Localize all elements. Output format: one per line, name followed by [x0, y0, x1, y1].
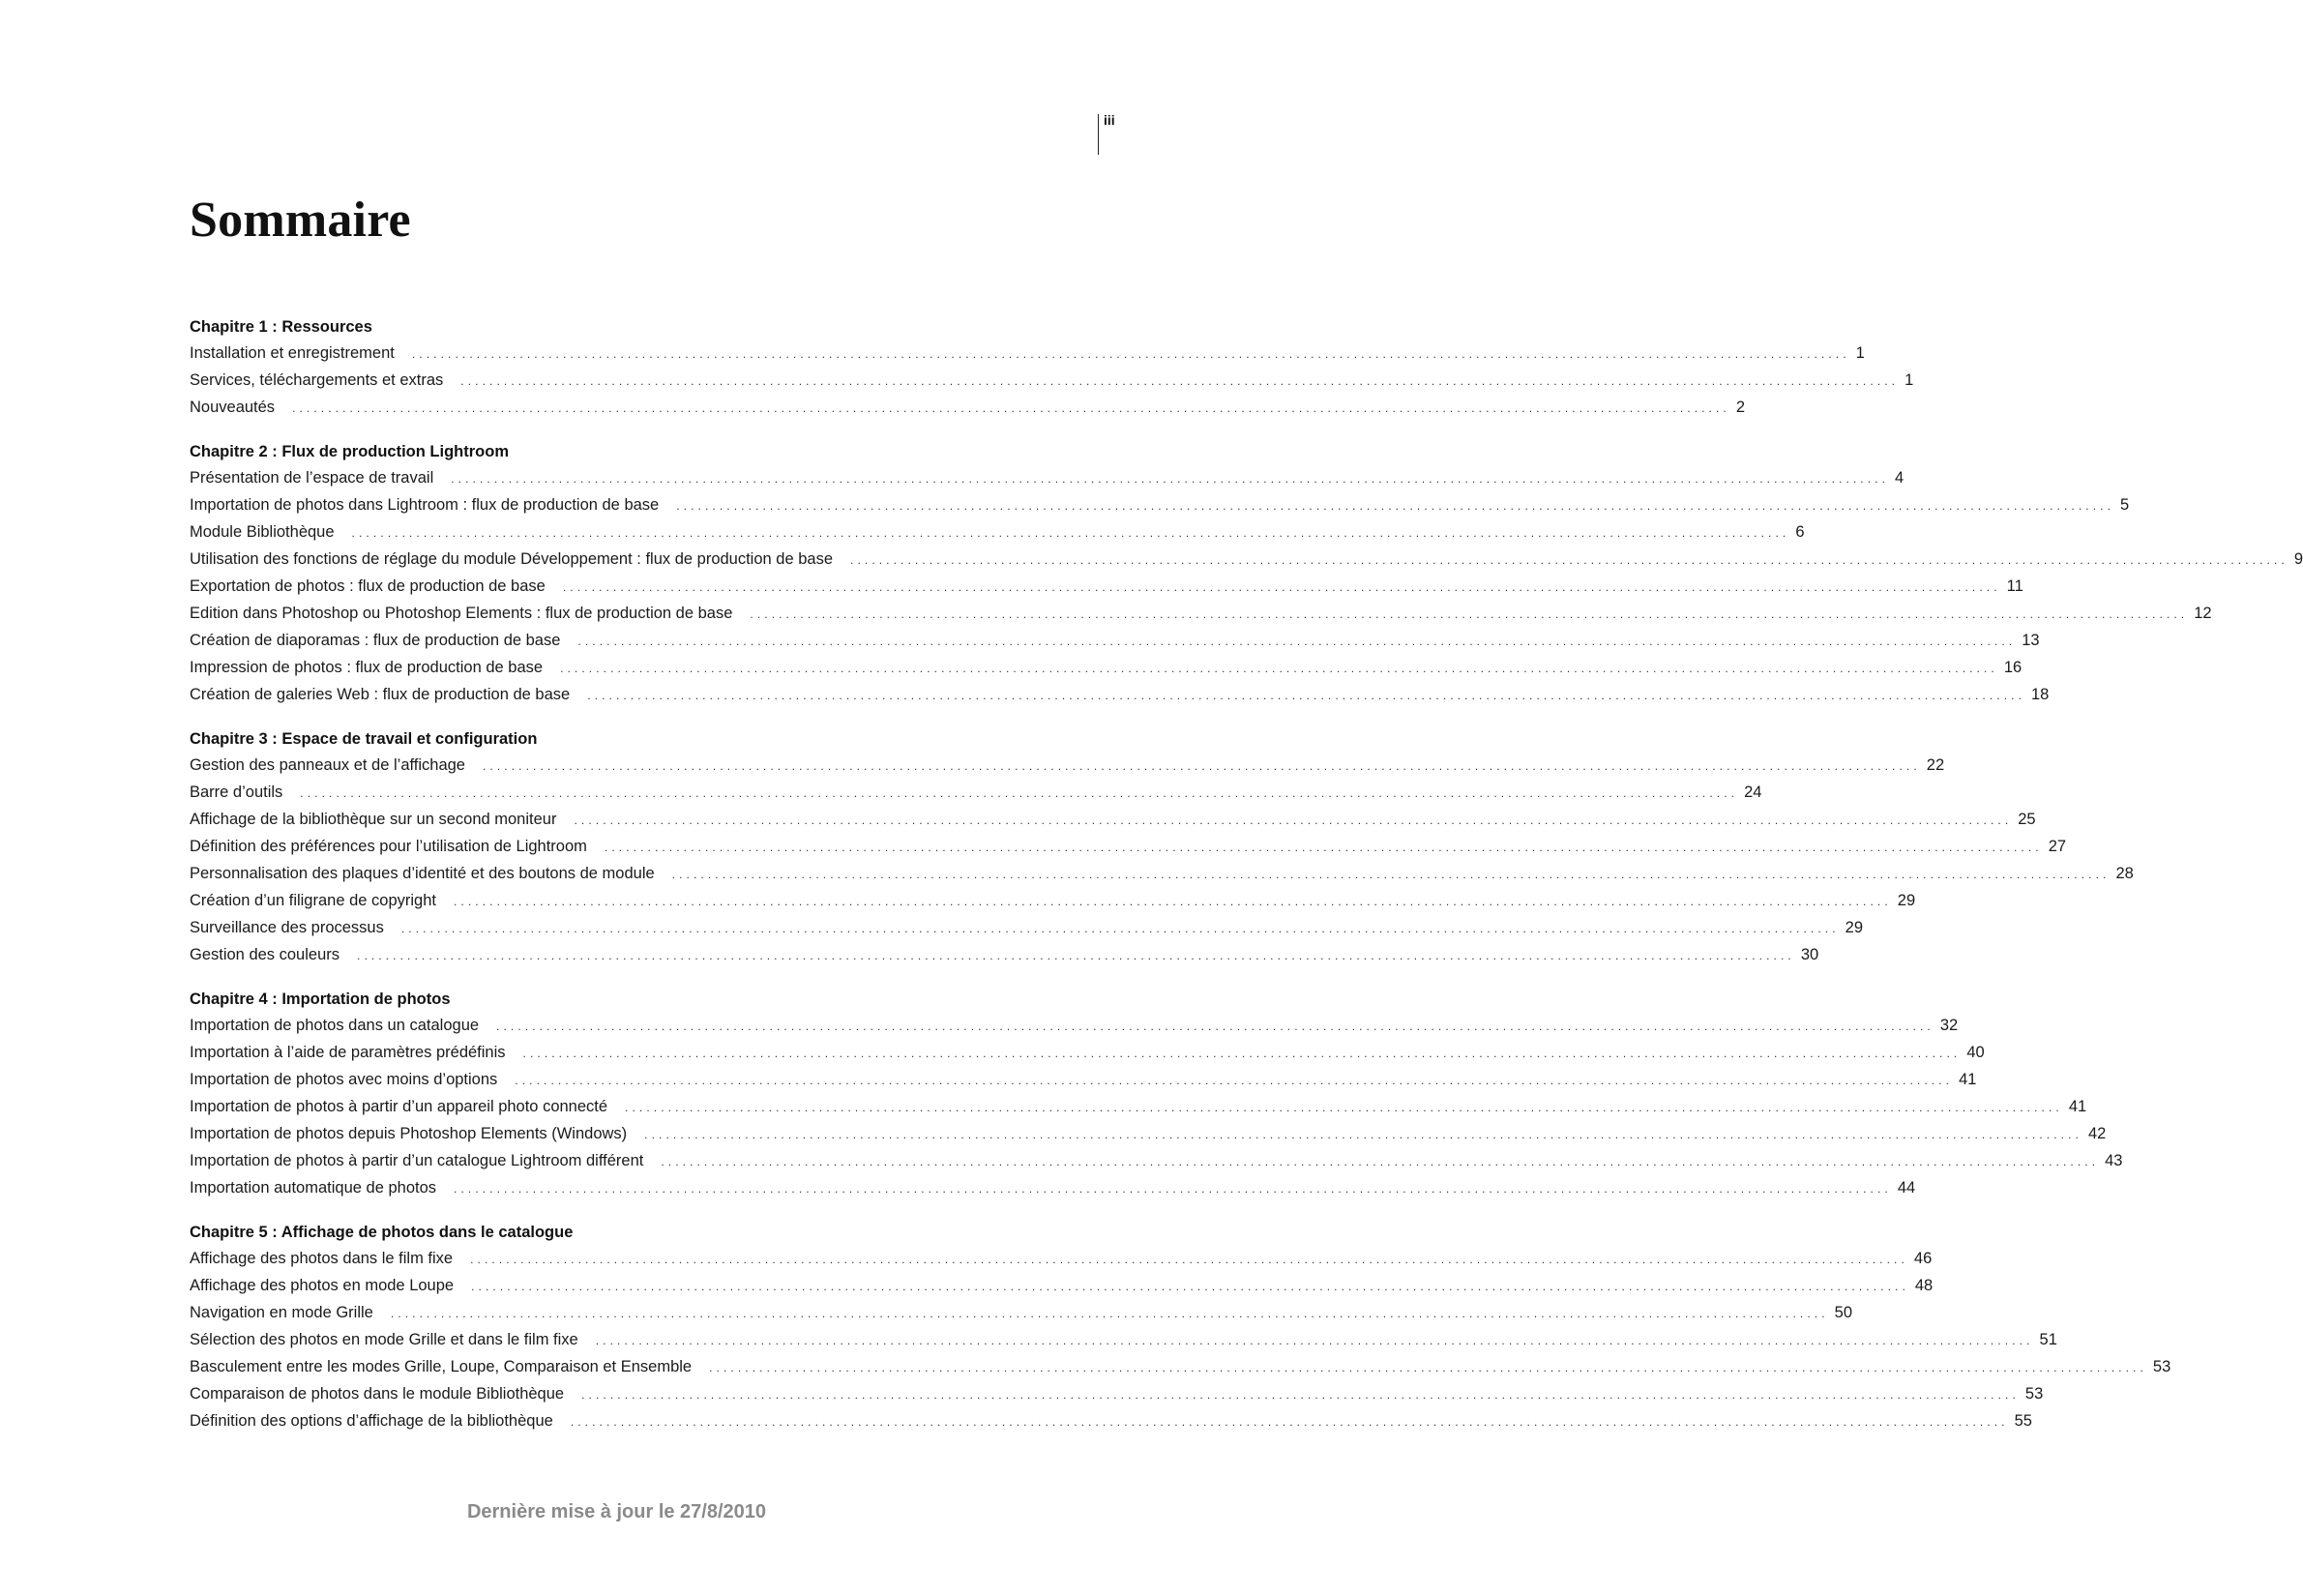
dot-leader: ........................................................................................................................................................................................................	[496, 1020, 1934, 1033]
dot-leader: ........................................................................................................................................................................................................	[570, 1415, 2009, 1429]
toc-entry[interactable]	[190, 806, 2036, 833]
dot-leader: ........................................................................................................................................................................................................	[522, 1047, 1962, 1060]
toc-entry-page-number[interactable]: 22	[1926, 756, 1945, 774]
toc-entry[interactable]	[190, 1174, 1916, 1201]
toc-entry[interactable]	[190, 1326, 2057, 1353]
dot-leader: ........................................................................................................................................................................................................	[470, 1253, 1908, 1266]
dot-leader: ........................................................................................................................................................................................................	[411, 347, 1850, 361]
toc-entry-page-number[interactable]: 6	[1795, 523, 1805, 541]
toc-entry-label[interactable]: Sélection des photos en mode Grille et dans le film fixe	[190, 1331, 578, 1348]
dot-leader: ........................................................................................................................................................................................................	[471, 1280, 1909, 1293]
chapter-title: Chapitre 4 : Importation de photos	[190, 990, 451, 1008]
toc-entry-page-number[interactable]: 5	[2120, 496, 2130, 514]
toc-entry[interactable]	[190, 491, 2130, 518]
dot-leader: ........................................................................................................................................................................................................	[750, 607, 2189, 621]
toc-entry[interactable]	[190, 1147, 2123, 1174]
toc-entry-label[interactable]: Gestion des panneaux et de l’affichage	[190, 756, 465, 774]
toc-entry-label[interactable]: Importation à l’aide de paramètres prédéfinis	[190, 1044, 506, 1061]
toc-entry-label[interactable]: Basculement entre les modes Grille, Loupe, Comparaison et Ensemble	[190, 1358, 693, 1375]
toc-entry-page-number[interactable]: 42	[2087, 1125, 2107, 1142]
toc-entry-label[interactable]: Importation automatique de photos	[190, 1179, 437, 1197]
toc-entry-page-number[interactable]: 29	[1897, 892, 1916, 909]
toc-entry-page-number[interactable]: 13	[2022, 632, 2040, 649]
toc-entry-label[interactable]: Installation et enregistrement	[190, 344, 395, 362]
dot-leader: ........................................................................................................................................................................................................	[351, 526, 1790, 540]
toc-entry-page-number[interactable]: 4	[1895, 469, 1904, 487]
toc-entry-label[interactable]: Edition dans Photoshop ou Photoshop Elements : flux de production de base	[190, 605, 733, 622]
page-number: iii	[1104, 112, 1115, 128]
toc-entry-page-number[interactable]: 51	[2039, 1331, 2057, 1348]
toc-entry-label[interactable]: Affichage de la bibliothèque sur un second moniteur	[190, 811, 557, 828]
toc-entry-label[interactable]: Comparaison de photos dans le module Bibliothèque	[190, 1385, 565, 1403]
chapter-title: Chapitre 1 : Ressources	[190, 318, 372, 336]
toc-entry-page-number[interactable]: 48	[1914, 1277, 1934, 1294]
toc-entry-page-number[interactable]: 40	[1966, 1044, 1985, 1061]
toc-entry[interactable]	[190, 887, 1916, 914]
dot-leader: ........................................................................................................................................................................................................	[625, 1101, 2063, 1114]
toc-entry-label[interactable]: Importation de photos dans un catalogue	[190, 1017, 480, 1034]
toc-entry[interactable]	[190, 1272, 1934, 1299]
toc-entry-page-number[interactable]: 53	[2024, 1385, 2044, 1403]
toc-entry-page-number[interactable]: 55	[2014, 1412, 2032, 1430]
toc-entry[interactable]	[190, 1245, 1933, 1272]
toc-entry-page-number[interactable]: 16	[2003, 659, 2023, 676]
toc-entry-label[interactable]: Définition des préférences pour l’utilisation de Lightroom	[190, 838, 587, 855]
toc-entry-page-number[interactable]: 44	[1897, 1179, 1916, 1197]
dot-leader: ........................................................................................................................................................................................................	[390, 1307, 1829, 1320]
toc-entry-label[interactable]: Affichage des photos dans le film fixe	[190, 1250, 454, 1267]
toc-entry-page-number[interactable]: 11	[2006, 577, 2023, 595]
toc-entry-page-number[interactable]: 41	[1959, 1071, 1977, 1088]
toc-entry-label[interactable]: Utilisation des fonctions de réglage du module Développement : flux de production de base	[190, 550, 834, 568]
dot-leader: ........................................................................................................................................................................................................	[560, 662, 1998, 675]
dot-leader: ........................................................................................................................................................................................................	[400, 922, 1840, 935]
toc-entry-page-number[interactable]: 41	[2068, 1098, 2087, 1115]
toc-entry[interactable]	[190, 573, 2023, 600]
toc-entry-page-number[interactable]: 27	[2048, 838, 2067, 855]
toc-entry-label[interactable]: Surveillance des processus	[190, 919, 384, 936]
toc-entry[interactable]	[190, 600, 2212, 627]
chapter-title: Chapitre 5 : Affichage de photos dans le catalogue	[190, 1224, 574, 1241]
toc-entry[interactable]	[190, 1299, 1853, 1326]
dot-leader: ........................................................................................................................................................................................................	[292, 401, 1730, 415]
toc-entry[interactable]	[190, 833, 2067, 860]
toc-entry-label[interactable]: Personnalisation des plaques d’identité et des boutons de module	[190, 865, 655, 882]
chapter-title: Chapitre 2 : Flux de production Lightroom	[190, 443, 509, 460]
toc-entry-label[interactable]: Création de galeries Web : flux de production de base	[190, 686, 571, 703]
toc-entry-label[interactable]: Importation de photos depuis Photoshop Elements (Windows)	[190, 1125, 628, 1142]
toc-entry-label[interactable]: Importation de photos avec moins d’options	[190, 1071, 498, 1088]
toc-entry[interactable]	[190, 464, 1904, 491]
toc-entry-page-number[interactable]: 9	[2293, 550, 2303, 568]
toc-entry-page-number[interactable]: 32	[1939, 1017, 1959, 1034]
toc-entry-label[interactable]: Importation de photos à partir d’un appareil photo connecté	[190, 1098, 608, 1115]
toc-entry-label[interactable]: Navigation en mode Grille	[190, 1304, 373, 1321]
dot-leader: ........................................................................................................................................................................................................	[357, 949, 1795, 962]
toc-entry-page-number[interactable]: 28	[2115, 865, 2134, 882]
dot-leader: ........................................................................................................................................................................................................	[574, 813, 2013, 827]
dot-leader: ........................................................................................................................................................................................................	[515, 1074, 1954, 1087]
toc-entry-label[interactable]: Affichage des photos en mode Loupe	[190, 1277, 455, 1294]
chapter-title: Chapitre 3 : Espace de travail et configuration	[190, 730, 538, 748]
toc-entry[interactable]	[190, 546, 2303, 573]
toc-entry[interactable]	[190, 394, 1746, 421]
toc-entry[interactable]	[190, 941, 1819, 968]
toc-entry-page-number[interactable]: 2	[1735, 399, 1746, 416]
toc-entry-page-number[interactable]: 46	[1913, 1250, 1933, 1267]
chapter-section	[190, 987, 2123, 1201]
toc-entry[interactable]	[190, 518, 1805, 546]
toc-entry[interactable]	[190, 340, 1865, 367]
dot-leader: ........................................................................................................................................................................................................	[604, 841, 2043, 854]
toc-entry-label[interactable]: Création de diaporamas : flux de production de base	[190, 632, 561, 649]
toc-entry-page-number[interactable]: 29	[1845, 919, 1864, 936]
toc-entry-label[interactable]: Services, téléchargements et extras	[190, 371, 444, 389]
toc-entry[interactable]	[190, 1012, 1959, 1039]
toc-entry-page-number[interactable]: 1	[1904, 371, 1914, 389]
toc-entry-page-number[interactable]: 50	[1834, 1304, 1853, 1321]
dot-leader: ........................................................................................................................................................................................................	[454, 895, 1892, 908]
dot-leader: ........................................................................................................................................................................................................	[460, 374, 1900, 388]
toc-entry[interactable]	[190, 1380, 2044, 1407]
toc-entry[interactable]	[190, 779, 1762, 806]
toc-entry[interactable]	[190, 914, 1864, 941]
dot-leader: ........................................................................................................................................................................................................	[709, 1361, 2147, 1374]
toc-entry-label[interactable]: Module Bibliothèque	[190, 523, 335, 541]
page-title: Sommaire	[190, 192, 411, 248]
toc-entry-label[interactable]: Gestion des couleurs	[190, 946, 340, 963]
toc-entry-label[interactable]: Barre d’outils	[190, 783, 283, 801]
chapter-section	[190, 726, 2134, 968]
toc-entry-label[interactable]: Importation de photos à partir d’un catalogue Lightroom différent	[190, 1152, 644, 1169]
toc-entry[interactable]	[190, 1407, 2032, 1434]
dot-leader: ........................................................................................................................................................................................................	[671, 868, 2111, 881]
toc-entry[interactable]	[190, 627, 2040, 654]
toc-entry[interactable]	[190, 1353, 2171, 1380]
toc-entry[interactable]	[190, 1039, 1985, 1066]
toc-entry[interactable]	[190, 752, 1945, 779]
last-updated-footer: Dernière mise à jour le 27/8/2010	[466, 1501, 767, 1522]
dot-leader: ........................................................................................................................................................................................................	[581, 1388, 2020, 1402]
toc-entry-page-number[interactable]: 12	[2194, 605, 2212, 622]
dot-leader: ........................................................................................................................................................................................................	[483, 759, 1921, 773]
toc-entry-page-number[interactable]: 30	[1800, 946, 1819, 963]
dot-leader: ........................................................................................................................................................................................................	[661, 1155, 2100, 1168]
toc-entry-label[interactable]: Création d’un filigrane de copyright	[190, 892, 436, 909]
dot-leader: ........................................................................................................................................................................................................	[644, 1128, 2082, 1141]
dot-leader: ........................................................................................................................................................................................................	[595, 1334, 2034, 1347]
toc-entry[interactable]	[190, 681, 2050, 708]
toc-entry-label[interactable]: Exportation de photos : flux de production de base	[190, 577, 546, 595]
toc-entry-page-number[interactable]: 18	[2031, 686, 2050, 703]
toc-entry[interactable]	[190, 1066, 1977, 1093]
dot-leader: ........................................................................................................................................................................................................	[577, 635, 2017, 648]
toc-entry[interactable]	[190, 1120, 2107, 1147]
toc-entry[interactable]	[190, 1093, 2087, 1120]
chapter-section	[190, 314, 1914, 421]
table-of-contents	[190, 314, 2303, 1453]
dot-leader: ........................................................................................................................................................................................................	[454, 1182, 1892, 1196]
toc-entry-page-number[interactable]: 25	[2018, 811, 2036, 828]
chapter-section	[190, 439, 2303, 708]
toc-entry-label[interactable]: Présentation de l’espace de travail	[190, 469, 434, 487]
toc-entry-page-number[interactable]: 43	[2105, 1152, 2123, 1169]
toc-entry-page-number[interactable]: 24	[1744, 783, 1762, 801]
toc-entry[interactable]	[190, 860, 2134, 887]
toc-entry-label[interactable]: Importation de photos dans Lightroom : flux de production de base	[190, 496, 660, 514]
toc-entry-page-number[interactable]: 1	[1855, 344, 1865, 362]
toc-entry-label[interactable]: Impression de photos : flux de production de base	[190, 659, 544, 676]
toc-entry-label[interactable]: Définition des options d’affichage de la bibliothèque	[190, 1412, 553, 1430]
chapter-section	[190, 1220, 2171, 1434]
toc-entry-label[interactable]: Nouveautés	[190, 399, 276, 416]
dot-leader: ........................................................................................................................................................................................................	[451, 472, 1890, 486]
dot-leader: ........................................................................................................................................................................................................	[300, 786, 1739, 800]
toc-entry[interactable]	[190, 654, 2023, 681]
toc-entry[interactable]	[190, 367, 1914, 394]
dot-leader: ........................................................................................................................................................................................................	[587, 689, 2025, 702]
dot-leader: ........................................................................................................................................................................................................	[562, 580, 2001, 594]
page-marker-rule	[1098, 114, 1099, 155]
dot-leader: ........................................................................................................................................................................................................	[850, 553, 2288, 567]
toc-entry-page-number[interactable]: 53	[2152, 1358, 2171, 1375]
dot-leader: ........................................................................................................................................................................................................	[676, 499, 2115, 513]
